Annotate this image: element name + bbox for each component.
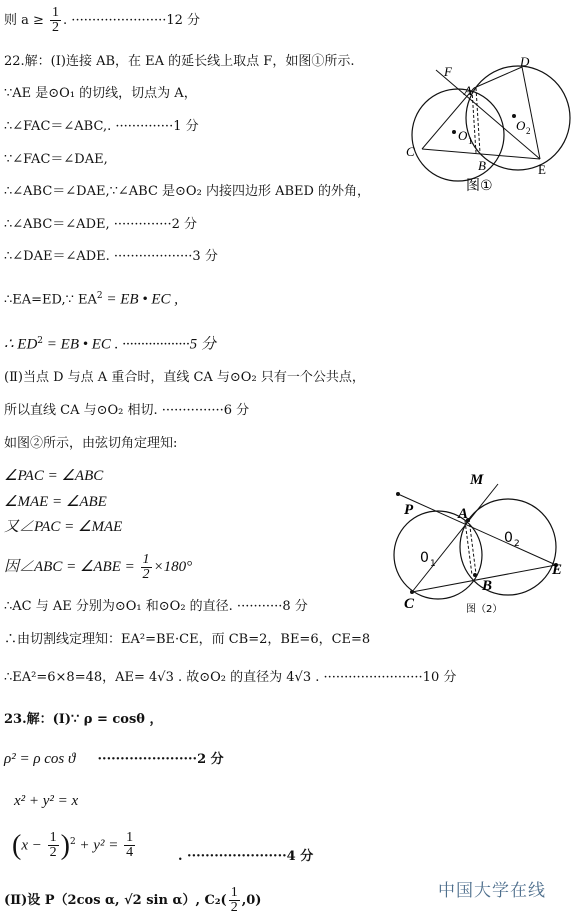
watermark: 中国大学在线: [438, 881, 546, 901]
label-e: E: [538, 162, 546, 177]
text: ∵∠FAC＝∠DAE,: [4, 152, 108, 167]
label-c: C: [404, 596, 415, 612]
label-o2: 0: [504, 530, 513, 546]
denominator: 2: [142, 567, 150, 582]
q22-heading: [4, 54, 354, 70]
label-o1: O: [458, 128, 468, 143]
label-o2-sub: 2: [514, 539, 520, 549]
circle-o1: [394, 511, 482, 599]
label-c: C: [406, 144, 415, 159]
formula: ×180°: [153, 558, 193, 575]
label-m: M: [470, 472, 484, 488]
label-p: P: [404, 502, 414, 518]
equation-line: [4, 494, 107, 510]
formula: x −: [21, 837, 46, 854]
line-d-e: [522, 67, 540, 159]
figure-1-caption: 图①: [466, 178, 493, 194]
formula: ∠MAE = ∠ABE: [4, 494, 107, 510]
text: 则 a ≥: [4, 13, 49, 28]
text: ∴∠DAE＝∠ADE. ···················3 分: [4, 249, 218, 264]
exponent: 2: [37, 336, 44, 346]
text: 如图②所示，由弦切角定理知:: [4, 436, 178, 451]
exponent: 2: [69, 837, 76, 847]
formula: ρ² = ρ cos ϑ: [4, 751, 76, 767]
numerator: 1: [49, 830, 57, 846]
denominator: 2: [230, 900, 238, 915]
label-e: E: [552, 562, 563, 578]
proof-line: [4, 599, 308, 615]
numerator: 1: [230, 885, 238, 900]
formula: ∴ ED: [4, 336, 38, 353]
label-d: D: [520, 54, 530, 69]
denominator: 4: [126, 845, 134, 861]
text: (Ⅱ)设 P（2cos α, √2 sin α）, C₂(: [4, 893, 227, 908]
figure-1: [398, 50, 578, 200]
label-a: A: [458, 506, 469, 522]
point-o1: [452, 130, 456, 134]
formula: = EB • EC . ··················5 分: [43, 336, 216, 353]
equation-line: [4, 751, 224, 768]
right-paren: ): [60, 829, 70, 861]
formula: 因∠ABC = ∠ABE =: [4, 558, 139, 575]
label-b: B: [482, 578, 493, 594]
text: ∴∠ABC＝∠ADE, ··············2 分: [4, 217, 198, 232]
left-paren: (: [12, 829, 22, 861]
label-f: F: [444, 64, 452, 79]
equation-line: [4, 519, 122, 535]
proof-line: [4, 333, 216, 353]
conclusion-line: [4, 6, 200, 35]
label-o1-sub: 1: [468, 136, 473, 146]
label-b: B: [478, 158, 486, 173]
label-o2-sub: 2: [526, 126, 531, 136]
numerator: 1: [142, 552, 150, 567]
formula: 又∠PAC = ∠MAE: [4, 519, 123, 535]
text: 所以直线 CA 与⊙O₂ 相切. ···············6 分: [4, 403, 250, 418]
proof-line: [4, 217, 197, 233]
denominator: 2: [52, 20, 60, 35]
text: ∴由切割线定理知：EA²=BE·CE，而 CB=2，BE=6，CE=8: [4, 632, 371, 647]
line-a-b-2: [465, 521, 472, 575]
proof-line: [4, 184, 370, 200]
fraction: [124, 831, 135, 860]
text: ∴EA=ED,∵ EA: [4, 292, 97, 308]
text: ∴∠ABC＝∠DAE,∵∠ABC 是⊙O₂ 内接四边形 ABED 的外角，: [4, 184, 371, 199]
q23-heading: [4, 712, 163, 728]
proof-line: [4, 86, 197, 102]
score-line: [178, 849, 313, 865]
proof-line: [4, 370, 365, 386]
text: ∴EA²=6×8=48，AE= 4√3 . 故⊙O₂ 的直径为 4√3 . ························10 分: [4, 670, 457, 685]
line-c-m: [412, 484, 498, 592]
text: ,0): [241, 893, 262, 908]
proof-line: [4, 436, 177, 452]
text: ∴AC 与 AE 分别为⊙O₁ 和⊙O₂ 的直径. ···········8 分: [4, 599, 308, 614]
fraction: [50, 6, 61, 35]
score-text: . ·······················12 分: [63, 13, 201, 28]
line-a-b: [476, 88, 480, 153]
fraction: [141, 553, 152, 582]
proof-line: [4, 632, 370, 648]
score-text: ······················2 分: [97, 752, 224, 767]
text: ∴∠FAC＝∠ABC,. ··············1 分: [4, 119, 199, 134]
equation-line: [4, 553, 192, 582]
label-o1: 0: [420, 550, 429, 566]
figure-2: [390, 462, 575, 622]
label-o2: O: [516, 118, 526, 133]
text: 23.解：(Ⅰ)∵ ρ = cosθ ，: [4, 712, 163, 727]
proof-line: [4, 288, 178, 308]
label-o1-sub: 1: [430, 559, 436, 569]
proof-line: [4, 119, 199, 135]
figure-2-caption: 图（2）: [466, 604, 503, 615]
text: (Ⅱ)当点 D 与点 A 重合时，直线 CA 与⊙O₂ 只有一个公共点，: [4, 370, 365, 385]
denominator: 2: [49, 845, 57, 861]
fraction: [229, 886, 240, 915]
formula: = EB • EC ,: [102, 291, 179, 308]
text: 22.解：(Ⅰ)连接 AB，在 EA 的延长线上取点 F，如图①所示.: [4, 54, 355, 69]
score-text: . ······················4 分: [178, 849, 314, 864]
equation-line: [14, 793, 78, 809]
numerator: 1: [52, 5, 60, 20]
text: ∵AE 是⊙O₁ 的切线，切点为 A，: [4, 86, 197, 101]
equation-line: [12, 822, 137, 866]
numerator: 1: [126, 830, 134, 846]
proof-line: [4, 403, 249, 419]
proof-line: [4, 152, 108, 168]
fraction: [48, 831, 59, 860]
point-p: [396, 492, 400, 496]
formula: ∠PAC = ∠ABC: [4, 468, 104, 484]
q23-part2: [4, 886, 261, 915]
proof-line: [4, 670, 456, 686]
proof-line: [4, 249, 218, 265]
formula: + y² =: [75, 837, 123, 854]
point-c: [410, 590, 414, 594]
exponent: 2: [96, 291, 103, 301]
point-b: [473, 573, 477, 577]
formula: x² + y² = x: [14, 793, 79, 809]
label-a: A: [464, 83, 472, 98]
equation-line: [4, 468, 103, 484]
